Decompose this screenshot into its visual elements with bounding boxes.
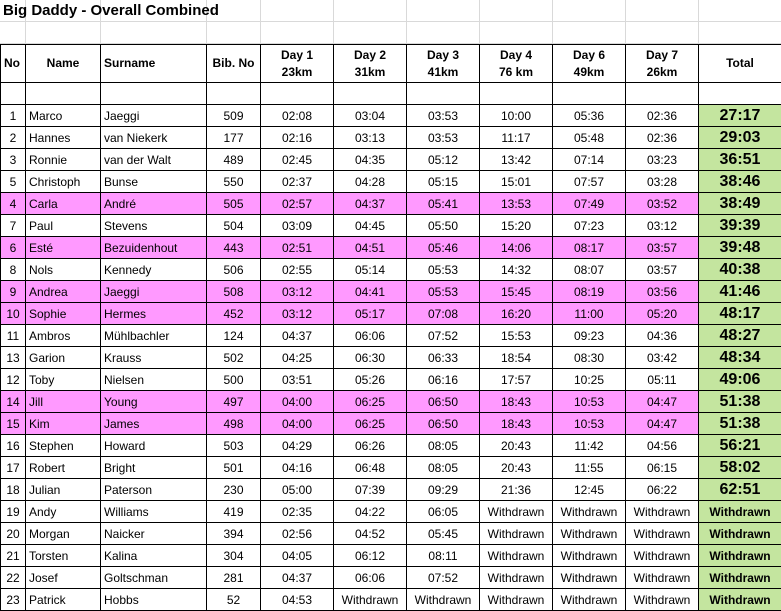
cell-day-2: 06:25 — [334, 413, 407, 435]
cell-day-7: Withdrawn — [626, 589, 699, 611]
cell-surname: Kennedy — [101, 259, 207, 281]
cell-surname: André — [101, 193, 207, 215]
cell-bib: 419 — [207, 501, 261, 523]
table-row — [1, 193, 781, 215]
cell-bib: 230 — [207, 479, 261, 501]
cell-day-2: 04:35 — [334, 149, 407, 171]
cell-bib: 504 — [207, 215, 261, 237]
cell-day-4: Withdrawn — [480, 545, 553, 567]
cell-day-3: 07:52 — [407, 325, 480, 347]
cell-day-2: 06:06 — [334, 325, 407, 347]
cell-no: 6 — [1, 237, 26, 259]
cell-day-6: Withdrawn — [553, 523, 626, 545]
cell-name: Toby — [26, 369, 101, 391]
cell-total: 41:46 — [699, 281, 781, 303]
cell-day-2: 04:37 — [334, 193, 407, 215]
cell-surname: Jaeggi — [101, 105, 207, 127]
cell-day-3: 05:41 — [407, 193, 480, 215]
cell-day-3: 05:12 — [407, 149, 480, 171]
table-row — [1, 215, 781, 237]
header-day-6: Day 6 49km — [553, 45, 626, 83]
cell-total: 29:03 — [699, 127, 781, 149]
cell-name: Torsten — [26, 545, 101, 567]
cell-day-2: 04:45 — [334, 215, 407, 237]
cell-day-3: 05:53 — [407, 281, 480, 303]
cell-name: Ambros — [26, 325, 101, 347]
cell-day-1: 02:56 — [261, 523, 334, 545]
cell-day-4: 18:43 — [480, 391, 553, 413]
table-row — [1, 259, 781, 281]
header-no: No — [1, 45, 26, 83]
blank-row — [1, 83, 781, 105]
cell-total: 48:17 — [699, 303, 781, 325]
cell-day-2: 04:52 — [334, 523, 407, 545]
cell-bib: 443 — [207, 237, 261, 259]
cell-surname: Williams — [101, 501, 207, 523]
cell-name: Julian — [26, 479, 101, 501]
cell-total: 27:17 — [699, 105, 781, 127]
cell-bib: 509 — [207, 105, 261, 127]
cell-day-1: 04:00 — [261, 391, 334, 413]
cell-day-6: 10:53 — [553, 413, 626, 435]
cell-no: 9 — [1, 281, 26, 303]
cell-surname: Krauss — [101, 347, 207, 369]
cell-day-1: 03:09 — [261, 215, 334, 237]
cell-day-2: 06:26 — [334, 435, 407, 457]
cell-day-6: 07:57 — [553, 171, 626, 193]
cell-day-4: 21:36 — [480, 479, 553, 501]
cell-day-4: 10:00 — [480, 105, 553, 127]
cell-name: Paul — [26, 215, 101, 237]
cell-day-3: 06:33 — [407, 347, 480, 369]
cell-day-4: Withdrawn — [480, 589, 553, 611]
cell-day-2: 04:41 — [334, 281, 407, 303]
cell-no: 12 — [1, 369, 26, 391]
cell-day-6: 07:23 — [553, 215, 626, 237]
cell-day-1: 02:55 — [261, 259, 334, 281]
cell-name: Marco — [26, 105, 101, 127]
cell-name: Esté — [26, 237, 101, 259]
cell-day-6: 07:14 — [553, 149, 626, 171]
cell-day-2: 05:14 — [334, 259, 407, 281]
cell-day-7: 03:57 — [626, 237, 699, 259]
cell-day-1: 05:00 — [261, 479, 334, 501]
cell-bib: 124 — [207, 325, 261, 347]
cell-day-6: 07:49 — [553, 193, 626, 215]
cell-day-7: 05:20 — [626, 303, 699, 325]
cell-day-1: 04:00 — [261, 413, 334, 435]
cell-day-4: 15:01 — [480, 171, 553, 193]
cell-total: 56:21 — [699, 435, 781, 457]
cell-day-1: 04:25 — [261, 347, 334, 369]
cell-day-1: 04:29 — [261, 435, 334, 457]
cell-day-2: 03:13 — [334, 127, 407, 149]
cell-total: 38:49 — [699, 193, 781, 215]
cell-day-1: 02:35 — [261, 501, 334, 523]
cell-bib: 503 — [207, 435, 261, 457]
cell-bib: 498 — [207, 413, 261, 435]
cell-day-2: 07:39 — [334, 479, 407, 501]
table-row — [1, 127, 781, 149]
cell-name: Robert — [26, 457, 101, 479]
cell-day-3: 06:05 — [407, 501, 480, 523]
cell-day-3: 08:05 — [407, 435, 480, 457]
cell-no: 22 — [1, 567, 26, 589]
cell-no: 3 — [1, 149, 26, 171]
cell-day-6: Withdrawn — [553, 545, 626, 567]
cell-surname: James — [101, 413, 207, 435]
cell-day-1: 02:16 — [261, 127, 334, 149]
cell-day-4: 18:43 — [480, 413, 553, 435]
cell-day-2: 06:25 — [334, 391, 407, 413]
cell-day-6: 09:23 — [553, 325, 626, 347]
cell-day-4: 15:53 — [480, 325, 553, 347]
cell-no: 16 — [1, 435, 26, 457]
cell-bib: 505 — [207, 193, 261, 215]
cell-day-2: 05:26 — [334, 369, 407, 391]
cell-no: 10 — [1, 303, 26, 325]
cell-day-2: 04:28 — [334, 171, 407, 193]
table-row — [1, 413, 781, 435]
cell-day-7: 06:15 — [626, 457, 699, 479]
cell-day-7: 03:23 — [626, 149, 699, 171]
cell-day-3: 06:50 — [407, 391, 480, 413]
cell-no: 4 — [1, 193, 26, 215]
cell-day-6: 08:30 — [553, 347, 626, 369]
cell-total: 49:06 — [699, 369, 781, 391]
cell-day-7: 03:28 — [626, 171, 699, 193]
cell-day-1: 02:57 — [261, 193, 334, 215]
cell-surname: Naicker — [101, 523, 207, 545]
cell-day-6: Withdrawn — [553, 567, 626, 589]
table-row — [1, 237, 781, 259]
cell-day-7: 03:56 — [626, 281, 699, 303]
cell-day-3: 05:45 — [407, 523, 480, 545]
cell-day-7: 04:47 — [626, 413, 699, 435]
cell-day-3: 06:16 — [407, 369, 480, 391]
cell-bib: 506 — [207, 259, 261, 281]
cell-day-7: 05:11 — [626, 369, 699, 391]
cell-day-3: 05:15 — [407, 171, 480, 193]
cell-day-4: Withdrawn — [480, 567, 553, 589]
table-row — [1, 303, 781, 325]
cell-day-6: 08:17 — [553, 237, 626, 259]
cell-surname: Hobbs — [101, 589, 207, 611]
cell-total: Withdrawn — [699, 501, 781, 523]
cell-day-7: Withdrawn — [626, 523, 699, 545]
cell-surname: Paterson — [101, 479, 207, 501]
cell-day-2: 06:30 — [334, 347, 407, 369]
table-row — [1, 369, 781, 391]
cell-bib: 508 — [207, 281, 261, 303]
cell-day-4: 15:20 — [480, 215, 553, 237]
cell-total: 36:51 — [699, 149, 781, 171]
cell-surname: Bunse — [101, 171, 207, 193]
cell-day-6: 11:55 — [553, 457, 626, 479]
cell-total: Withdrawn — [699, 589, 781, 611]
cell-bib: 489 — [207, 149, 261, 171]
table-row — [1, 391, 781, 413]
table-row — [1, 149, 781, 171]
cell-no: 7 — [1, 215, 26, 237]
cell-name: Andy — [26, 501, 101, 523]
cell-name: Carla — [26, 193, 101, 215]
header-day-4: Day 4 76 km — [480, 45, 553, 83]
cell-no: 13 — [1, 347, 26, 369]
header-name: Name — [26, 45, 101, 83]
cell-day-6: Withdrawn — [553, 501, 626, 523]
cell-total: 39:48 — [699, 237, 781, 259]
cell-day-3: Withdrawn — [407, 589, 480, 611]
cell-name: Kim — [26, 413, 101, 435]
cell-bib: 550 — [207, 171, 261, 193]
cell-no: 5 — [1, 171, 26, 193]
cell-day-3: 05:53 — [407, 259, 480, 281]
cell-name: Hannes — [26, 127, 101, 149]
cell-day-3: 05:46 — [407, 237, 480, 259]
cell-surname: Goltschman — [101, 567, 207, 589]
cell-day-7: Withdrawn — [626, 545, 699, 567]
cell-surname: Howard — [101, 435, 207, 457]
cell-surname: Young — [101, 391, 207, 413]
cell-day-6: 05:48 — [553, 127, 626, 149]
cell-day-6: 08:19 — [553, 281, 626, 303]
cell-total: Withdrawn — [699, 567, 781, 589]
cell-day-2: Withdrawn — [334, 589, 407, 611]
header-total: Total — [699, 45, 781, 83]
cell-total: Withdrawn — [699, 545, 781, 567]
cell-day-2: 04:51 — [334, 237, 407, 259]
cell-day-6: 12:45 — [553, 479, 626, 501]
cell-surname: Kalina — [101, 545, 207, 567]
cell-day-3: 07:52 — [407, 567, 480, 589]
cell-day-2: 06:48 — [334, 457, 407, 479]
cell-day-7: 04:56 — [626, 435, 699, 457]
cell-day-3: 08:11 — [407, 545, 480, 567]
cell-day-7: 02:36 — [626, 105, 699, 127]
table-row — [1, 281, 781, 303]
header-day-7: Day 7 26km — [626, 45, 699, 83]
cell-name: Stephen — [26, 435, 101, 457]
cell-no: 19 — [1, 501, 26, 523]
cell-no: 11 — [1, 325, 26, 347]
cell-bib: 394 — [207, 523, 261, 545]
cell-surname: van der Walt — [101, 149, 207, 171]
cell-day-6: 10:53 — [553, 391, 626, 413]
cell-day-4: 16:20 — [480, 303, 553, 325]
cell-day-1: 03:51 — [261, 369, 334, 391]
table-row — [1, 589, 781, 611]
cell-total: 48:34 — [699, 347, 781, 369]
cell-name: Christoph — [26, 171, 101, 193]
cell-day-7: 03:42 — [626, 347, 699, 369]
table-row — [1, 435, 781, 457]
cell-no: 18 — [1, 479, 26, 501]
cell-day-7: 04:47 — [626, 391, 699, 413]
sheet-title: Big Daddy - Overall Combined — [3, 0, 219, 22]
cell-day-4: 18:54 — [480, 347, 553, 369]
cell-surname: Hermes — [101, 303, 207, 325]
header-surname: Surname — [101, 45, 207, 83]
cell-day-6: 11:00 — [553, 303, 626, 325]
cell-day-7: 03:52 — [626, 193, 699, 215]
cell-day-4: 15:45 — [480, 281, 553, 303]
cell-day-6: Withdrawn — [553, 589, 626, 611]
cell-no: 14 — [1, 391, 26, 413]
cell-name: Sophie — [26, 303, 101, 325]
cell-day-4: 14:06 — [480, 237, 553, 259]
cell-day-3: 03:53 — [407, 127, 480, 149]
cell-name: Nols — [26, 259, 101, 281]
cell-bib: 502 — [207, 347, 261, 369]
header-day-3: Day 3 41km — [407, 45, 480, 83]
cell-day-3: 09:29 — [407, 479, 480, 501]
cell-day-3: 07:08 — [407, 303, 480, 325]
cell-name: Garion — [26, 347, 101, 369]
table-row — [1, 171, 781, 193]
cell-day-6: 08:07 — [553, 259, 626, 281]
cell-total: 39:39 — [699, 215, 781, 237]
cell-name: Morgan — [26, 523, 101, 545]
cell-total: Withdrawn — [699, 523, 781, 545]
cell-day-1: 04:16 — [261, 457, 334, 479]
table-row — [1, 325, 781, 347]
cell-no: 17 — [1, 457, 26, 479]
cell-no: 2 — [1, 127, 26, 149]
cell-total: 48:27 — [699, 325, 781, 347]
header-day-2: Day 2 31km — [334, 45, 407, 83]
cell-day-1: 04:37 — [261, 567, 334, 589]
cell-bib: 497 — [207, 391, 261, 413]
table-row — [1, 501, 781, 523]
cell-surname: Stevens — [101, 215, 207, 237]
cell-total: 40:38 — [699, 259, 781, 281]
cell-day-1: 02:08 — [261, 105, 334, 127]
cell-bib: 281 — [207, 567, 261, 589]
cell-bib: 52 — [207, 589, 261, 611]
cell-no: 1 — [1, 105, 26, 127]
table-row — [1, 105, 781, 127]
cell-day-1: 02:37 — [261, 171, 334, 193]
header-day-1: Day 1 23km — [261, 45, 334, 83]
cell-day-2: 05:17 — [334, 303, 407, 325]
cell-day-7: 03:12 — [626, 215, 699, 237]
cell-name: Patrick — [26, 589, 101, 611]
cell-day-2: 06:06 — [334, 567, 407, 589]
cell-surname: Jaeggi — [101, 281, 207, 303]
cell-surname: van Niekerk — [101, 127, 207, 149]
cell-day-3: 03:53 — [407, 105, 480, 127]
cell-no: 21 — [1, 545, 26, 567]
cell-day-3: 08:05 — [407, 457, 480, 479]
cell-day-4: 11:17 — [480, 127, 553, 149]
cell-no: 23 — [1, 589, 26, 611]
cell-name: Ronnie — [26, 149, 101, 171]
cell-day-2: 06:12 — [334, 545, 407, 567]
cell-day-1: 03:12 — [261, 281, 334, 303]
cell-total: 51:38 — [699, 391, 781, 413]
cell-day-4: 14:32 — [480, 259, 553, 281]
cell-no: 15 — [1, 413, 26, 435]
cell-day-1: 02:45 — [261, 149, 334, 171]
table-row — [1, 567, 781, 589]
cell-day-2: 04:22 — [334, 501, 407, 523]
cell-day-4: Withdrawn — [480, 501, 553, 523]
header-row — [1, 45, 781, 83]
cell-name: Josef — [26, 567, 101, 589]
cell-total: 38:46 — [699, 171, 781, 193]
cell-day-6: 05:36 — [553, 105, 626, 127]
cell-day-6: 11:42 — [553, 435, 626, 457]
cell-day-7: 06:22 — [626, 479, 699, 501]
cell-day-4: 17:57 — [480, 369, 553, 391]
table-row — [1, 457, 781, 479]
cell-bib: 177 — [207, 127, 261, 149]
cell-no: 20 — [1, 523, 26, 545]
cell-day-7: 02:36 — [626, 127, 699, 149]
table-row — [1, 347, 781, 369]
cell-day-1: 04:53 — [261, 589, 334, 611]
cell-day-4: 20:43 — [480, 435, 553, 457]
cell-bib: 452 — [207, 303, 261, 325]
cell-day-1: 03:12 — [261, 303, 334, 325]
header-bib: Bib. No — [207, 45, 261, 83]
cell-day-6: 10:25 — [553, 369, 626, 391]
cell-surname: Mühlbachler — [101, 325, 207, 347]
cell-day-1: 04:05 — [261, 545, 334, 567]
results-table — [0, 44, 781, 611]
table-row — [1, 523, 781, 545]
cell-day-4: 20:43 — [480, 457, 553, 479]
cell-bib: 501 — [207, 457, 261, 479]
cell-day-7: 03:57 — [626, 259, 699, 281]
cell-day-7: Withdrawn — [626, 567, 699, 589]
cell-day-7: 04:36 — [626, 325, 699, 347]
cell-name: Jill — [26, 391, 101, 413]
cell-day-7: Withdrawn — [626, 501, 699, 523]
cell-surname: Bezuidenhout — [101, 237, 207, 259]
cell-name: Andrea — [26, 281, 101, 303]
table-row — [1, 479, 781, 501]
cell-total: 58:02 — [699, 457, 781, 479]
cell-surname: Bright — [101, 457, 207, 479]
cell-day-3: 05:50 — [407, 215, 480, 237]
table-row — [1, 545, 781, 567]
cell-day-3: 06:50 — [407, 413, 480, 435]
cell-day-2: 03:04 — [334, 105, 407, 127]
cell-bib: 304 — [207, 545, 261, 567]
cell-bib: 500 — [207, 369, 261, 391]
cell-surname: Nielsen — [101, 369, 207, 391]
cell-day-4: 13:53 — [480, 193, 553, 215]
cell-day-4: 13:42 — [480, 149, 553, 171]
cell-day-1: 02:51 — [261, 237, 334, 259]
cell-no: 8 — [1, 259, 26, 281]
cell-total: 51:38 — [699, 413, 781, 435]
cell-day-1: 04:37 — [261, 325, 334, 347]
cell-total: 62:51 — [699, 479, 781, 501]
cell-day-4: Withdrawn — [480, 523, 553, 545]
